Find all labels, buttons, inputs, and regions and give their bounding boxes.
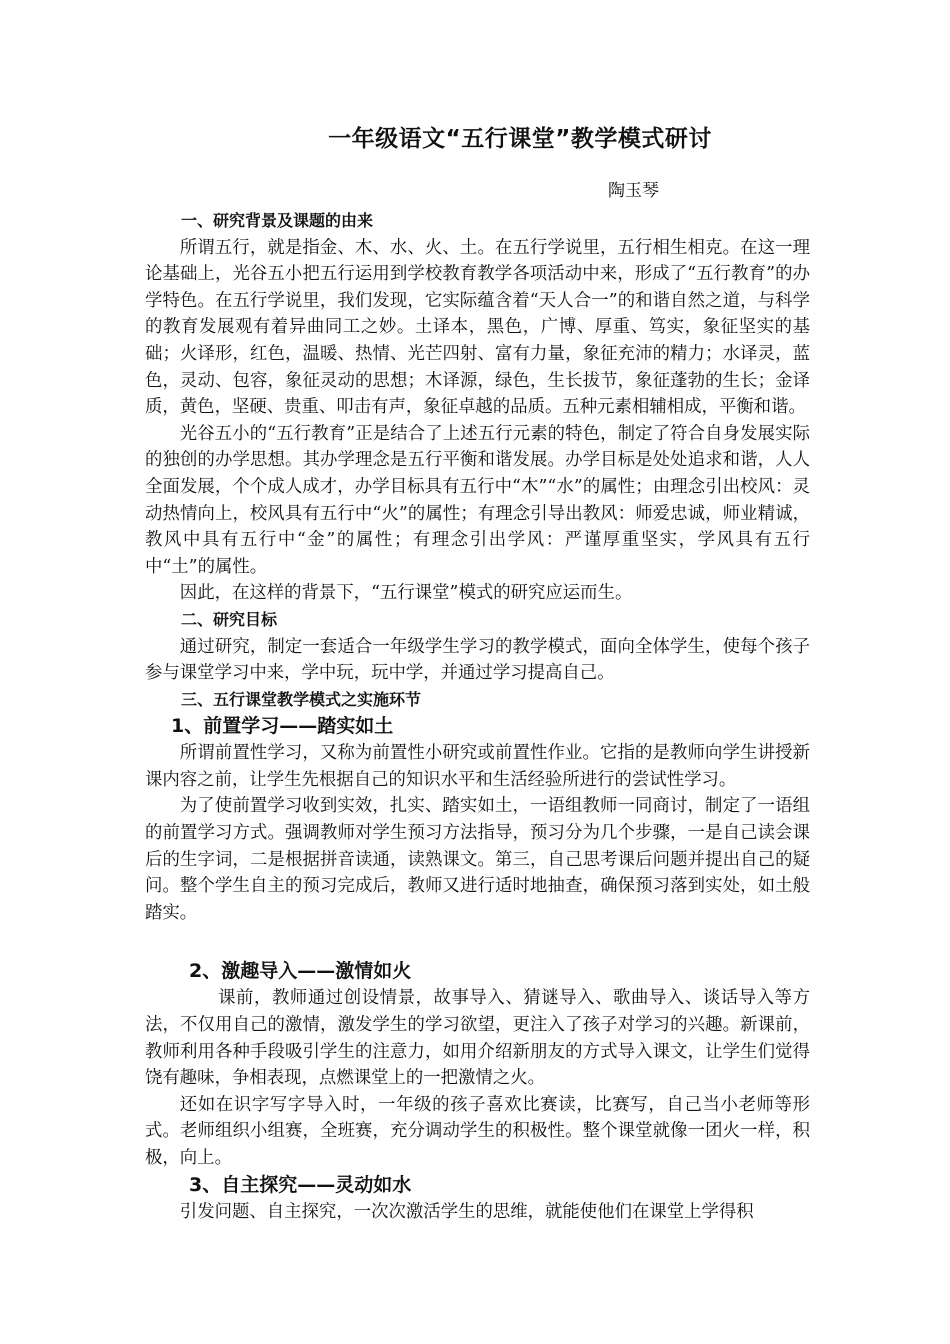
document-author: 陶玉琴 — [608, 181, 659, 201]
subsection-heading-1: 1、前置学习——踏实如土 — [171, 715, 394, 738]
section-heading-3: 三、五行课堂教学模式之实施环节 — [181, 689, 422, 709]
paragraph: 为了使前置学习收到实效，扎实、踏实如土，一语组教师一同商讨，制定了一语组的前置学习方式。强调教师对学生预习方法指导，预习分为几个步骤，一是自己读会课后的生字词，二是根据拼音读通，读熟课文。第三，自己思考课后问题并提出自己的疑问。整个学生自主的预习完成后，教师又进行适时地抽查，确保预习落到实处，如土般踏实。 — [145, 796, 810, 923]
paragraph: 还如在识字写字导入时，一年级的孩子喜欢比赛读，比赛写，自己当小老师等形式。老师组织小组赛，全班赛，充分调动学生的积极性。整个课堂就像一团火一样，积极，向上。 — [145, 1094, 810, 1168]
paragraph: 所谓五行，就是指金、木、水、火、土。在五行学说里，五行相生相克。在这一理论基础上，光谷五小把五行运用到学校教育教学各项活动中来，形成了“五行教育”的办学特色。在五行学说里，我们发现，它实际蕴含着“天人合一”的和谐自然之道，与科学的教育发展观有着异曲同工之妙。土译本，黑色，广博、厚重、笃实，象征坚实的基础；火译形，红色，温暖、热情、光芒四射、富有力量，象征充沛的精力；水译灵，蓝色，灵动、包容，象征灵动的思想；木译源，绿色，生长拔节，象征蓬勃的生长；金译质，黄色，坚硬、贵重、叩击有声，象征卓越的品质。五种元素相辅相成，平衡和谐。 — [145, 237, 810, 418]
section-heading-1: 一、研究背景及课题的由来 — [181, 211, 374, 230]
paragraph: 通过研究，制定一套适合一年级学生学习的教学模式，面向全体学生，使每个孩子参与课堂学习中来，学中玩，玩中学，并通过学习提高自己。 — [145, 636, 810, 684]
spacer — [145, 926, 810, 958]
subsection-heading-3: 3、自主探究——灵动如水 — [189, 1173, 412, 1196]
paragraph: 光谷五小的“五行教育”正是结合了上述五行元素的特色，制定了符合自身发展实际的独创的办学思想。其办学理念是五行平衡和谐发展。办学目标是处处追求和谐，人人全面发展，个个成人成才，办学目标具有五行中“木”“水”的属性；由理念引出校风：灵动热情向上，校风具有五行中“火”的属性；有理念引导出教风：师爱忠诚，师业精诚，教风中具有五行中“金”的属性；有理念引出学风：严谨厚重坚实，学风具有五行中“土”的属性。 — [145, 423, 810, 577]
paragraph: 引发问题、自主探究，一次次激活学生的思维，就能使他们在课堂上学得积 — [179, 1201, 754, 1222]
paragraph: 因此，在这样的背景下，“五行课堂”模式的研究应运而生。 — [179, 583, 633, 604]
paragraph: 所谓前置性学习，又称为前置性小研究或前置性作业。它指的是教师向学生讲授新课内容之前，让学生先根据自己的知识水平和生活经验所进行的尝试性学习。 — [145, 743, 810, 790]
document-title: 一年级语文“五行课堂”教学模式研讨 — [328, 126, 712, 152]
paragraph: 课前，教师通过创设情景，故事导入、猜谜导入、歌曲导入、谈话导入等方法，不仅用自己的激情，激发学生的学习欲望，更注入了孩子对学习的兴趣。新课前，教师利用各种手段吸引学生的注意力，如用介绍新朋友的方式导入课文，让学生们觉得饶有趣味，争相表现，点燃课堂上的一把激情之火。 — [145, 988, 810, 1089]
section-heading-2: 二、研究目标 — [181, 609, 278, 629]
document-body — [145, 208, 810, 1225]
subsection-heading-2: 2、激趣导入——激情如火 — [189, 960, 412, 983]
